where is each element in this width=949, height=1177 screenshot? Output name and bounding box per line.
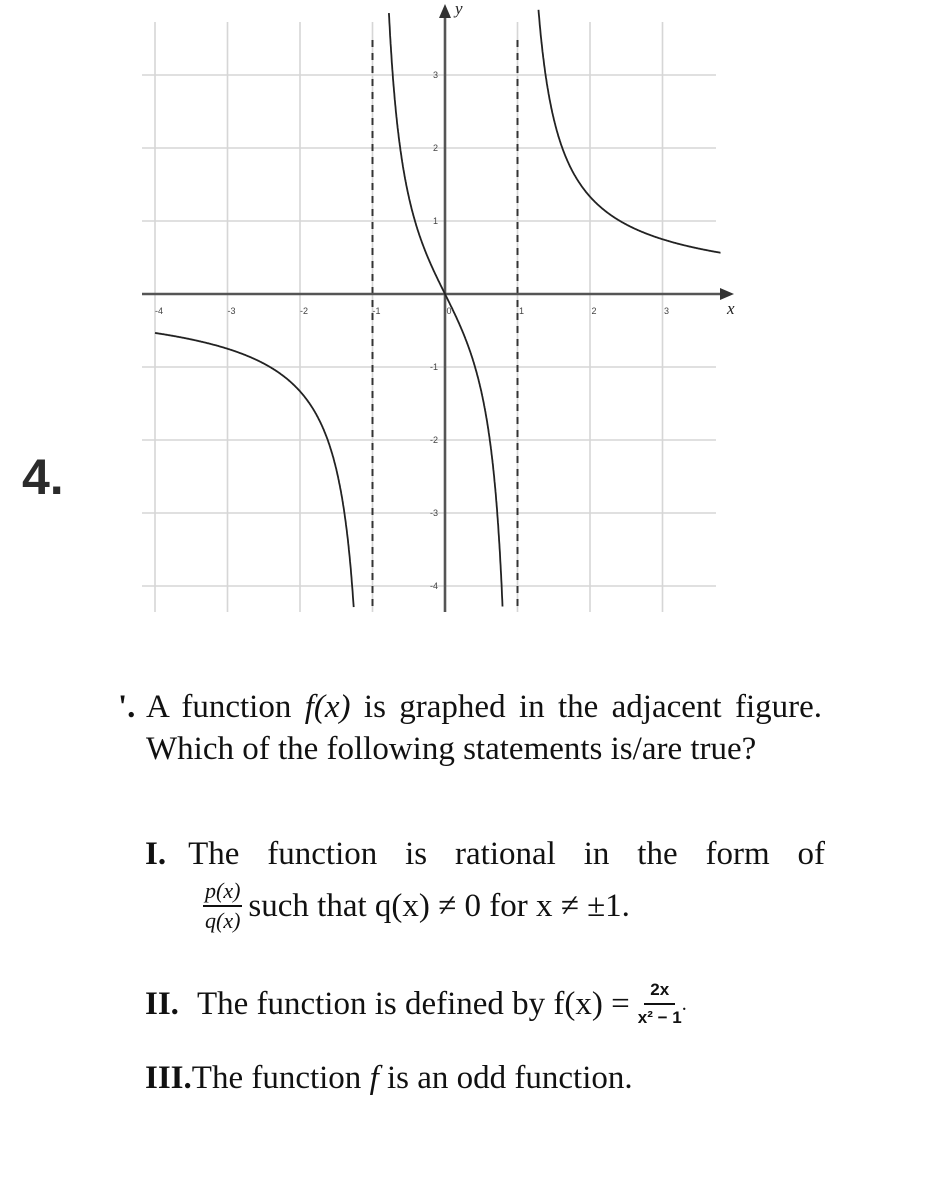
y-tick-label: 2 bbox=[432, 143, 438, 153]
x-tick-label: 3 bbox=[663, 306, 670, 316]
y-tick-label: -2 bbox=[429, 435, 438, 445]
grid-lines bbox=[142, 22, 716, 612]
curve-f-x-right-branch bbox=[539, 10, 721, 253]
x-tick-label: 1 bbox=[518, 306, 525, 316]
x-tick-label: -3 bbox=[227, 306, 236, 316]
statement-3: III.The function f is an odd function. bbox=[145, 1060, 633, 1096]
question-marker: '. bbox=[118, 689, 136, 725]
question-text: A function f(x) is graphed in the adjacent figure. Which of the following statements is/are true? bbox=[146, 689, 823, 767]
statement-1-condition: such that q(x) ≠ 0 for x ≠ ±1. bbox=[248, 887, 630, 924]
y-tick-label: -3 bbox=[429, 508, 438, 518]
statement-2-label: II. bbox=[145, 985, 179, 1022]
y-tick-label: 3 bbox=[432, 70, 438, 80]
x-tick-label: -4 bbox=[154, 306, 164, 316]
formula-fraction: $\frac{2x}{\text{x² − 1}}$ bbox=[637, 980, 682, 1027]
y-tick-label: -1 bbox=[429, 362, 438, 372]
x-tick-label: 0 bbox=[446, 306, 452, 316]
question-number: 4. bbox=[22, 449, 64, 505]
x-axis-label: x bbox=[727, 299, 735, 318]
statement-1 bbox=[145, 836, 825, 933]
statement-1-text: The function is rational in the form of bbox=[188, 836, 825, 872]
question-stem bbox=[118, 686, 822, 770]
function-symbol-f: f bbox=[369, 1060, 379, 1096]
y-axis-label: y bbox=[455, 0, 463, 18]
y-tick-label: -4 bbox=[429, 581, 438, 591]
x-tick-label: -1 bbox=[372, 306, 381, 316]
curve-f-x-left-branch bbox=[155, 333, 354, 607]
x-tick-label: 2 bbox=[591, 306, 597, 316]
statement-3-label: III. bbox=[145, 1060, 192, 1096]
y-tick-label: 1 bbox=[432, 216, 438, 226]
statement-2: II. The function is defined by f(x) = $\frac{2x}{\text{x² − 1}}$ . bbox=[145, 980, 687, 1027]
statement-1-label: I. bbox=[145, 836, 167, 872]
x-tick-label: -2 bbox=[299, 306, 309, 316]
rational-fraction: $\frac{p(x)}{q(x)}$ bbox=[205, 878, 241, 933]
function-symbol: f(x) bbox=[304, 689, 351, 725]
statement-2-text: The function is defined by f(x) = bbox=[196, 985, 630, 1022]
y-axis-arrow bbox=[439, 4, 451, 18]
